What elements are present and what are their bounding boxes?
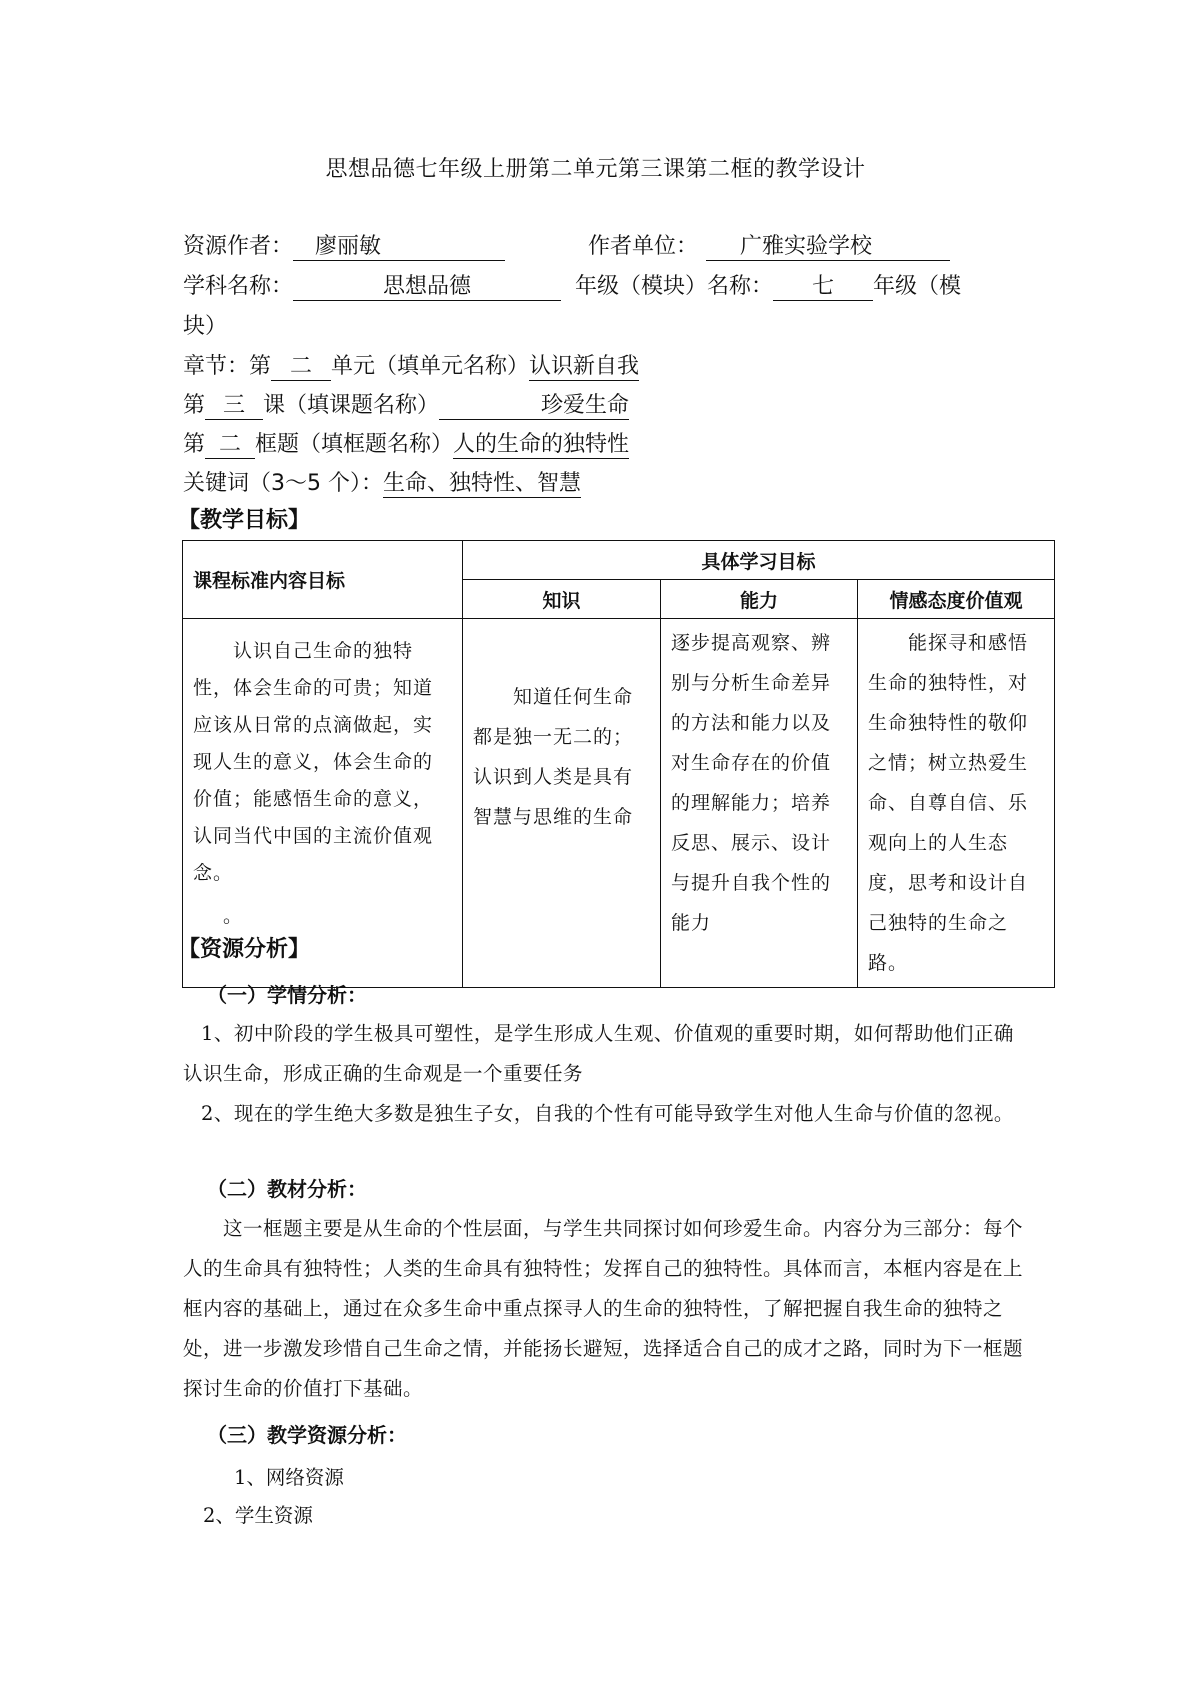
teaching-item-2: 2、学生资源 — [203, 1504, 313, 1527]
chapter-line — [183, 352, 639, 382]
unit-line — [588, 232, 950, 262]
learner-title: （一）学情分析： — [207, 983, 367, 1007]
ability-text: 逐步提高观察、辨别与分析生命差异的方法和能力以及对生命存在的价值的理解能力；培养反思、展示、设计与提升自我个性的能力 — [671, 632, 832, 934]
chapter-number: 二 — [271, 354, 331, 381]
textbook-title: （二）教材分析： — [207, 1177, 367, 1201]
document-title: 思想品德七年级上册第二单元第三课第二框的教学设计 — [325, 157, 866, 182]
standard-text: 认识自己生命的独特性，体会生命的可贵；知道应该从日常的点滴做起，实现人生的意义，体会生命的价值；能感悟生命的意义，认同当代中国的主流价值观念。 — [193, 640, 434, 884]
frame-line — [183, 430, 629, 460]
chapter-name: 认识新自我 — [529, 354, 640, 379]
lesson-number: 三 — [205, 393, 263, 420]
header-specific: 具体学习目标 — [463, 541, 1055, 580]
cell-attitude — [858, 619, 1055, 988]
frame-mid: 框题（填框题名称） — [255, 432, 454, 457]
unit-label: 作者单位： — [588, 234, 699, 259]
chapter-prefix: 章节：第 — [183, 354, 272, 379]
lesson-mid: 课（填课题名称） — [263, 393, 440, 418]
header-ability: 能力 — [661, 580, 858, 619]
author-label: 资源作者： — [183, 234, 294, 259]
unit-value: 广雅实验学校 — [706, 234, 950, 261]
subject-label: 学科名称： — [183, 274, 294, 299]
goals-header-row — [183, 541, 1055, 580]
goals-table — [182, 540, 1055, 988]
resources-heading: 【资源分析】 — [178, 937, 311, 962]
author-value: 廖丽敏 — [293, 234, 505, 261]
keywords-line — [183, 469, 581, 499]
keywords-value: 生命、独特性、智慧 — [383, 471, 582, 496]
cell-ability — [661, 619, 858, 988]
teaching-title: （三）教学资源分析： — [207, 1423, 407, 1447]
subject-value: 思想品德 — [293, 274, 561, 301]
grade-suffix-line: 块） — [183, 314, 228, 339]
lesson-name: 珍爱生命 — [439, 393, 629, 420]
frame-prefix: 第 — [183, 432, 206, 457]
teaching-item-1: 1、网络资源 — [234, 1466, 344, 1489]
grade-label: 年级（模块）名称： — [575, 274, 774, 299]
header-standard: 课程标准内容目标 — [183, 541, 463, 619]
learner-item-1: 1、初中阶段的学生极具可塑性，是学生形成人生观、价值观的重要时期，如何帮助他们正确认识生命，形成正确的生命观是一个重要任务 — [183, 1022, 1014, 1085]
chapter-mid: 单元（填单元名称） — [331, 354, 530, 379]
lesson-prefix: 第 — [183, 393, 206, 418]
subject-line — [183, 272, 961, 302]
standard-dot: 。 — [223, 905, 244, 927]
goals-heading: 【教学目标】 — [178, 508, 311, 533]
author-line — [183, 232, 505, 262]
cell-standard — [183, 619, 463, 988]
lesson-line — [183, 391, 629, 421]
frame-name: 人的生命的独特性 — [453, 432, 630, 457]
learner-item-2: 2、现在的学生绝大多数是独生子女，自我的个性有可能导致学生对他人生命与价值的忽视。 — [201, 1102, 1014, 1125]
grade-suffix: 年级（模 — [873, 274, 962, 299]
knowledge-text: 知道任何生命都是独一无二的；认识到人类是具有智慧与思维的生命 — [473, 686, 634, 828]
textbook-text: 这一框题主要是从生命的个性层面，与学生共同探讨如何珍爱生命。内容分为三部分：每个人的生命具有独特性；人类的生命具有独特性；发挥自己的独特性。具体而言，本框内容是在上框内容的基础上，通过在众多生命中重点探寻人的生命的独特性，了解把握自我生命的独特之处，进一步激发珍惜自己生命之情，并能扬长避短，选择适合自己的成才之路，同时为下一框题探讨生命的价值打下基础。 — [183, 1217, 1024, 1400]
grade-value: 七 — [773, 274, 873, 301]
goals-content-row — [183, 619, 1055, 988]
header-knowledge: 知识 — [463, 580, 661, 619]
cell-knowledge — [463, 619, 661, 988]
keywords-label: 关键词（3～5 个）： — [183, 471, 383, 496]
frame-number: 二 — [205, 432, 255, 459]
header-attitude: 情感态度价值观 — [858, 580, 1055, 619]
attitude-text: 能探寻和感悟生命的独特性，对生命独特性的敬仰之情；树立热爱生命、自尊自信、乐观向上的人生态度，思考和设计自己独特的生命之路。 — [868, 632, 1029, 974]
